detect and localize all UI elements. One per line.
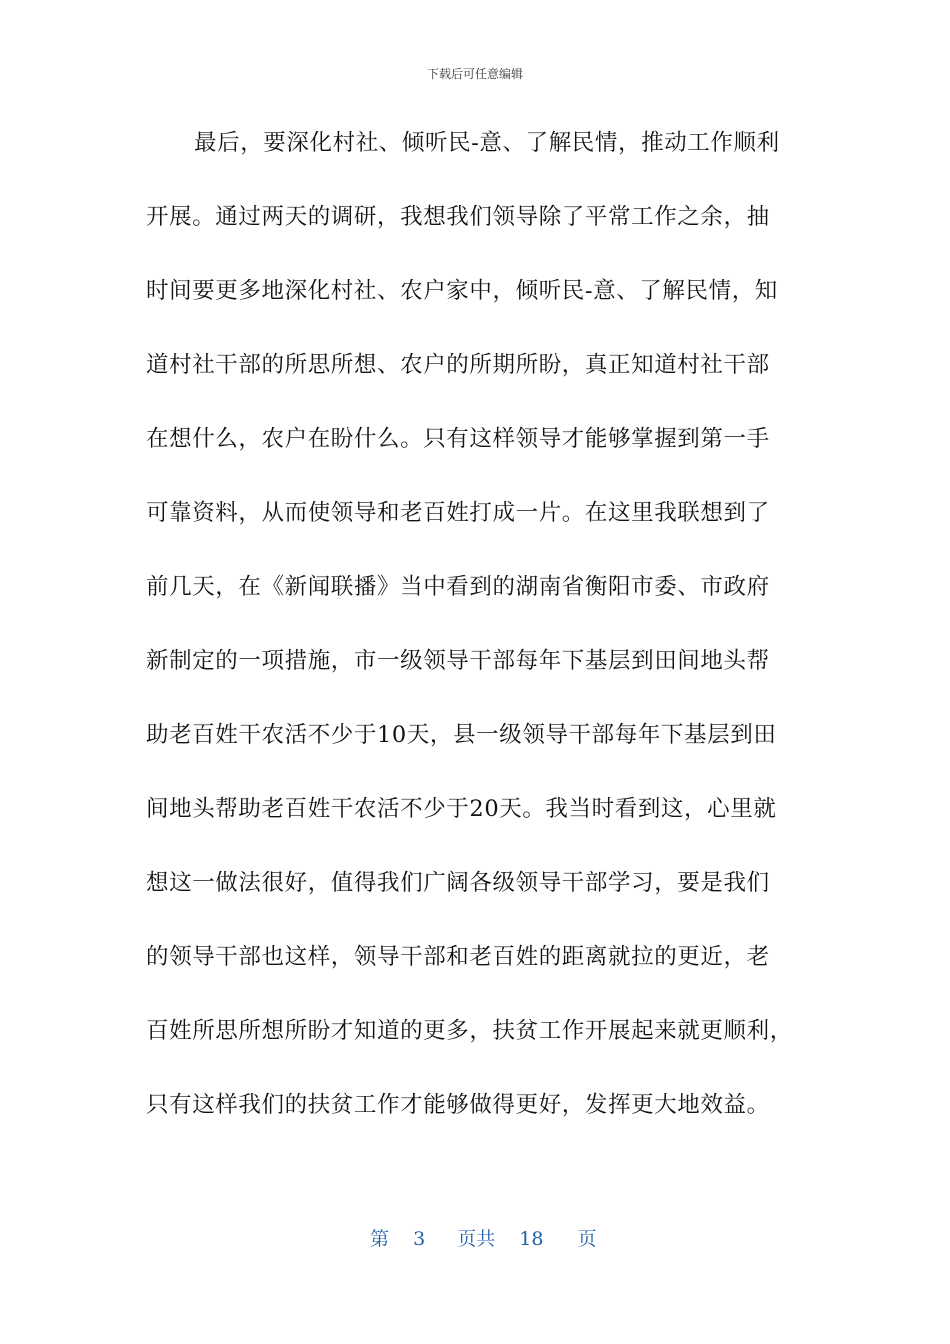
footer-label-of: 页共: [457, 1228, 496, 1250]
paragraph-line: 只有这样我们的扶贫工作才能够做得更好，发挥更大地效益。: [146, 1092, 770, 1118]
footer-label-page: 第: [370, 1228, 390, 1250]
paragraph-line: 道村社干部的所思所想、农户的所期所盼，真正知道村社干部: [146, 352, 770, 378]
paragraph-line: 前几天，在《新闻联播》当中看到的湖南省衡阳市委、市政府: [146, 574, 770, 600]
footer-current-page: 3: [413, 1228, 426, 1250]
paragraph-line: 时间要更多地深化村社、农户家中，倾听民-意、了解民情，知: [146, 278, 778, 304]
paragraph-line: 想这一做法很好，值得我们广阔各级领导干部学习，要是我们: [146, 870, 770, 896]
paragraph-line: 最后，要深化村社、倾听民-意、了解民情，推动工作顺利: [194, 130, 780, 156]
page-header-note: 下载后可任意编辑: [426, 67, 523, 81]
footer-label-end: 页: [577, 1228, 597, 1250]
page-number-footer: [370, 1224, 597, 1254]
paragraph-line: 间地头帮助老百姓干农活不少于20天。我当时看到这，心里就: [146, 796, 777, 822]
paragraph-line: 可靠资料，从而使领导和老百姓打成一片。在这里我联想到了: [146, 500, 770, 526]
paragraph-line: 百姓所思所想所盼才知道的更多，扶贫工作开展起来就更顺利，: [146, 1018, 793, 1044]
footer-total-pages: 18: [519, 1228, 544, 1250]
paragraph-line: 助老百姓干农活不少于10天，县一级领导干部每年下基层到田: [146, 722, 777, 748]
paragraph-line: 的领导干部也这样，领导干部和老百姓的距离就拉的更近，老: [146, 944, 770, 970]
paragraph-line: 开展。通过两天的调研，我想我们领导除了平常工作之余，抽: [146, 204, 770, 230]
paragraph-line: 新制定的一项措施，市一级领导干部每年下基层到田间地头帮: [146, 648, 770, 674]
paragraph-line: 在想什么，农户在盼什么。只有这样领导才能够掌握到第一手: [146, 426, 770, 452]
